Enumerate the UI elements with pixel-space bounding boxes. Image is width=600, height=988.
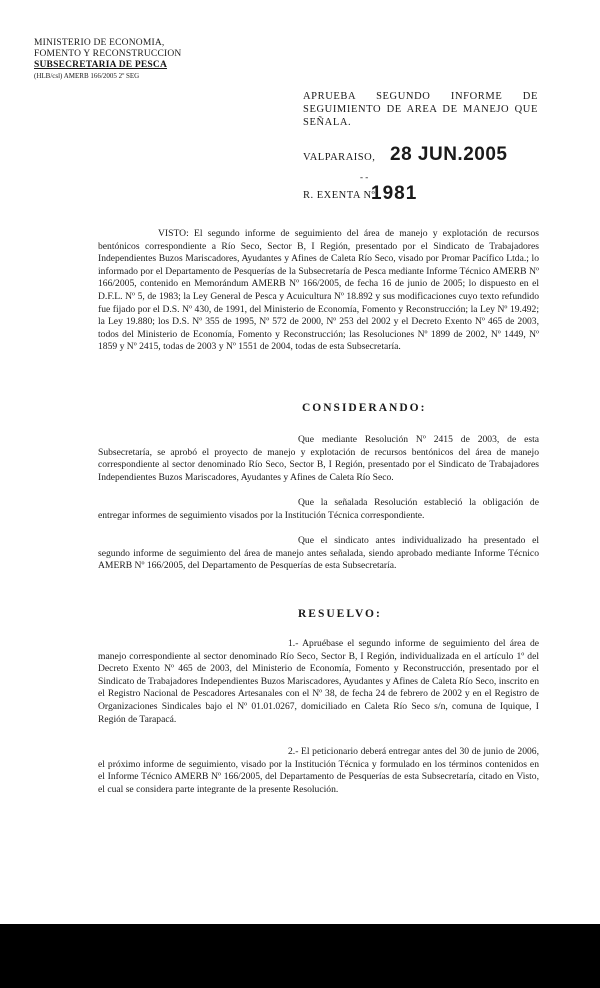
resuelvo-item-1: 1.- Apruébase el segundo informe de seguimiento del área de manejo correspondiente al sector denominado Río Seco, Sector B, I Región, individualizada en el artículo 1º del Decreto Exento Nº 465 de 2003, del Ministerio de Economía, Fomento y Reconstrucción, presentado por el Sindicato de Trabajadores Independientes Buzos Mariscadores, Ayudantes y Afines de Caleta Río Seco, inscrito en el Registro Nacional de Pescadores Artesanales con el Nº 38, de fecha 24 de febrero de 2002 y en el Registro de Organizaciones Sindicales bajo el Nº 01.01.0267, domiciliado en Caleta Río Seco s/n, comuna de Iquique, I Región de Tarapacá.: [98, 638, 539, 725]
document-title: APRUEBA SEGUNDO INFORME DE SEGUIMIENTO DE AREA DE MANEJO QUE SEÑALA.: [303, 91, 538, 128]
considerando-paragraph-1: Que mediante Resolución Nº 2415 de 2003, de esta Subsecretaría, se aprobó el proyecto de manejo y explotación de recursos bentónicos del área de manejo correspondiente al sector denominado Río Seco, Sector B, I Región, presentado por el Sindicato de Trabajadores Independientes Buzos Mariscadores, Ayudantes y Afines de Caleta Río Seco.: [98, 434, 539, 483]
resuelvo-heading: RESUELVO:: [298, 608, 382, 620]
header-reference: (HLB/csl) AMERB 166/2005 2º SEG: [34, 72, 140, 80]
ministry-header: [34, 38, 182, 82]
place-label: VALPARAISO,: [303, 152, 376, 163]
exenta-label: R. EXENTA Nº: [303, 190, 376, 201]
visto-paragraph: VISTO: El segundo informe de seguimiento del área de manejo y explotación de recursos bentónicos correspondiente a Río Seco, Sector B, I Región, presentado por el Sindicato de Trabajadores Independientes Buzos Mariscadores, Ayudantes y Afines de Caleta Río Seco, visado por Promar Pacífico Ltda.; lo informado por el Departamento de Pesquerías de la Subsecretaría de Pesca mediante Informe Técnico AMERB Nº 166/2005, contenido en Memorándum AMERB Nº 166/2005, de fecha 16 de junio de 2005; lo dispuesto en el D.F.L. Nº 5, de 1983; la Ley General de Pesca y Acuicultura Nº 18.892 y sus modificaciones cuyo texto refundido fue fijado por el D.S. Nº 430, de 1991, del Ministerio de Economía, Fomento y Reconstrucción; la Ley Nº 19.492; la Ley 19.880; los D.S. Nº 355 de 1995, Nº 572 de 2000, Nº 253 del 2002 y el Decreto Exento Nº 465 de 2003, todos del Ministerio de Economía, Fomento y Reconstrucción; las Resoluciones Nº 1899 de 2002, Nº 1449, Nº 1859 y Nº 2415, todas de 2003 y Nº 1551 de 2004, todas de esta Subsecretaría.: [98, 228, 539, 353]
stamp-mark: - -: [360, 172, 369, 182]
header-line-1: MINISTERIO DE ECONOMIA,: [34, 38, 165, 48]
exenta-number: 1981: [371, 183, 418, 204]
header-line-2: FOMENTO Y RECONSTRUCCION: [34, 49, 182, 59]
considerando-heading: CONSIDERANDO:: [302, 402, 427, 414]
resuelvo-item-2: 2.- El peticionario deberá entregar antes del 30 de junio de 2006, el próximo informe de seguimiento, visado por la Institución Técnica y formulado en los términos contenidos en el Informe Técnico AMERB Nº 166/2005, del Departamento de Pesquerías de esta Subsecretaría, citado en Visto, el cual se considera parte integrante de la presente Resolución.: [98, 746, 539, 795]
considerando-paragraph-3: Que el sindicato antes individualizado ha presentado el segundo informe de seguimiento del área de manejo antes señalada, siendo aprobado mediante Informe Técnico AMERB Nº 166/2005, del Departamento de Pesquerías de esta Subsecretaría.: [98, 535, 539, 572]
date-stamp: 28 JUN.2005: [390, 144, 508, 165]
considerando-paragraph-2: Que la señalada Resolución estableció la obligación de entregar informes de seguimiento visados por la Institución Técnica correspondiente.: [98, 497, 539, 521]
header-line-3: SUBSECRETARIA DE PESCA: [34, 60, 168, 70]
scan-bottom-band: [0, 924, 600, 988]
